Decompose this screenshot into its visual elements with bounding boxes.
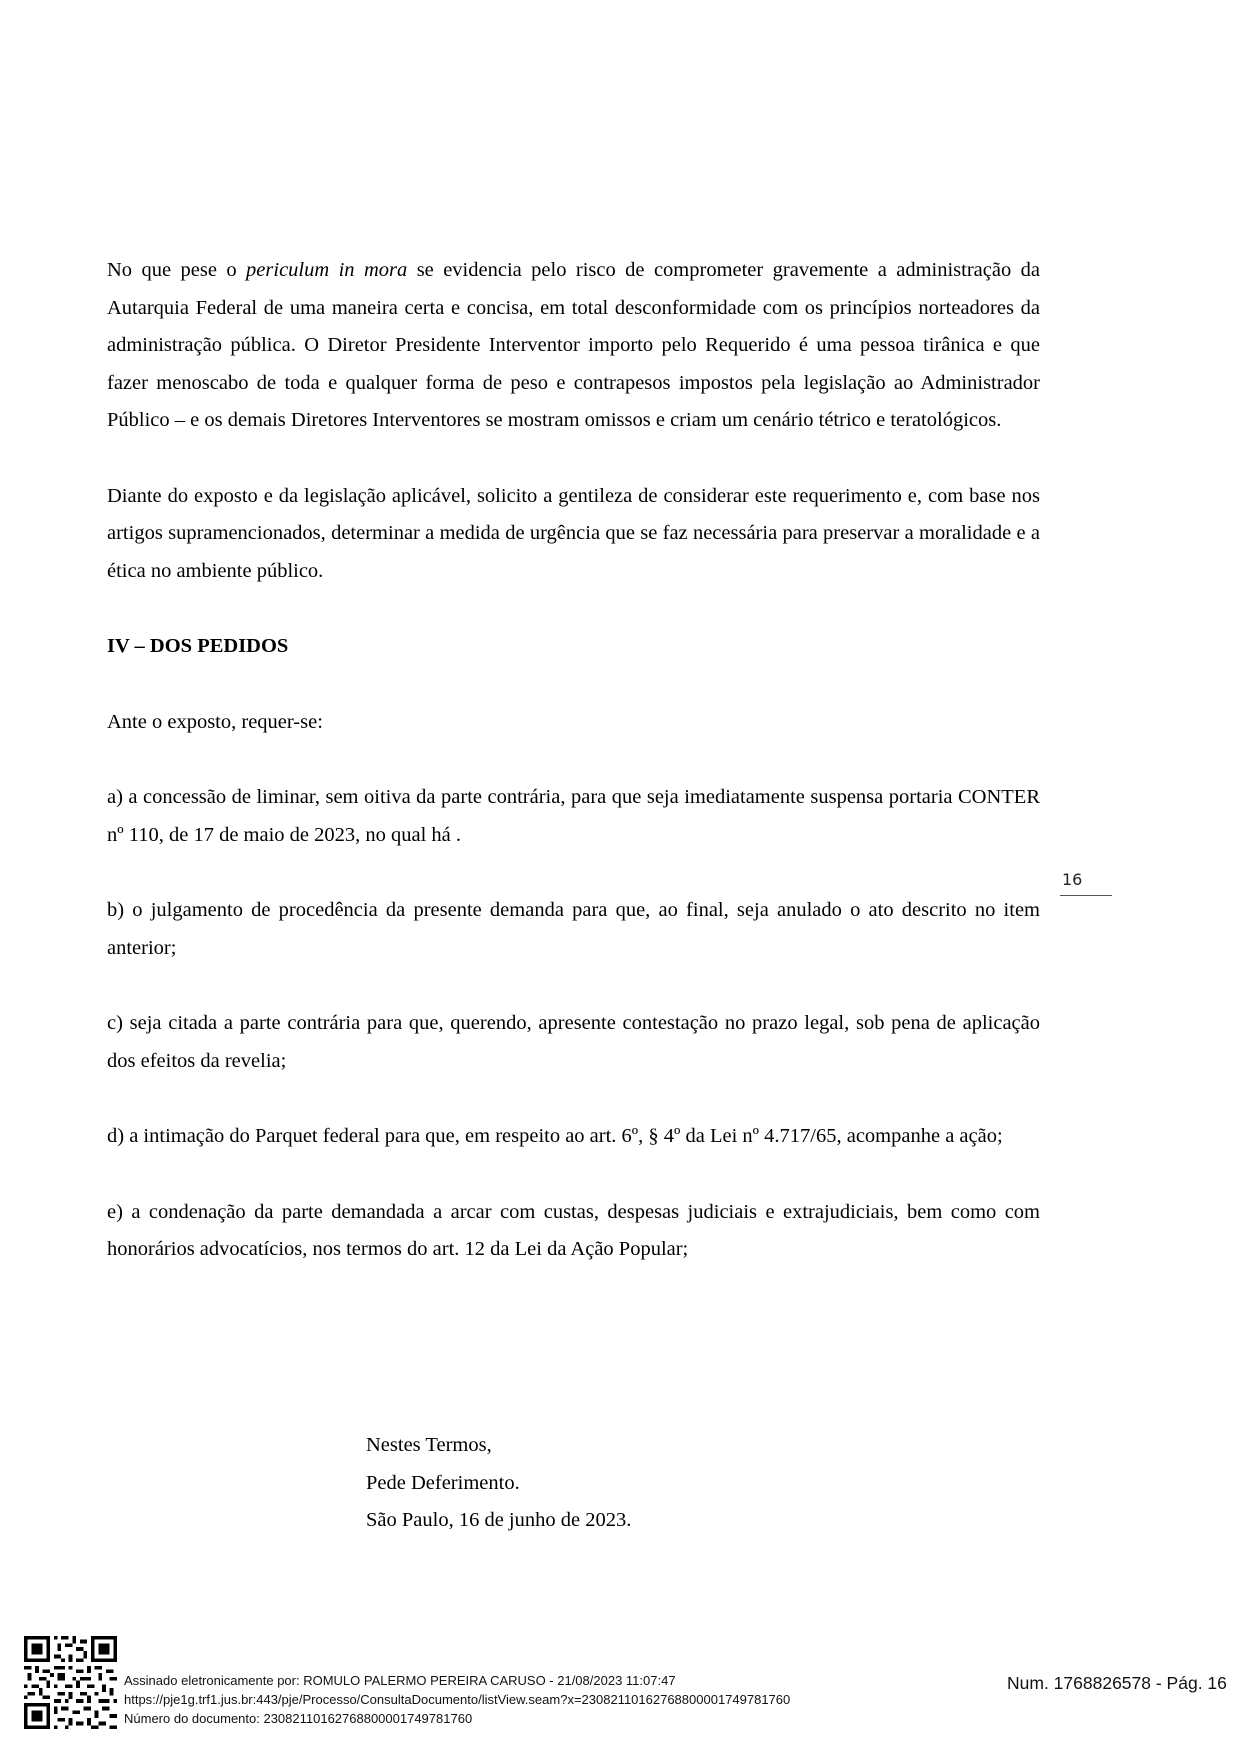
page-marker-rule [1060, 895, 1112, 896]
request-item-d: d) a intimação do Parquet federal para que, em respeito ao art. 6º, § 4º da Lei nº 4.717/65, acompanhe a ação; [107, 1125, 1003, 1147]
p1-italic: periculum in mora [246, 259, 408, 281]
paragraph-periculum [107, 252, 1040, 440]
signed-by-line: Assinado eletronicamente por: ROMULO PALERMO PEREIRA CARUSO - 21/08/2023 11:07:47 [124, 1673, 676, 1688]
closing-line-1: Nestes Termos, [366, 1434, 492, 1456]
document-number-line: Número do documento: 23082110162768800001749781760 [124, 1711, 473, 1726]
closing-block [366, 1427, 631, 1540]
document-url[interactable]: https://pje1g.trf1.jus.br:443/pje/Processo/ConsultaDocumento/listView.seam?x=23082110162768800001749781760 [124, 1692, 791, 1707]
section-heading: IV – DOS PEDIDOS [107, 635, 289, 657]
request-item-e: e) a condenação da parte demandada a arcar com custas, despesas judiciais e extrajudiciais, bem como com honorários advocatícios, nos termos do art. 12 da Lei da Ação Popular; [107, 1200, 1040, 1260]
closing-line-2: Pede Deferimento. [366, 1471, 520, 1494]
request-item-c: c) seja citada a parte contrária para que, querendo, apresente contestação no prazo legal, sob pena de aplicação dos efeitos da revelia; [107, 1012, 1040, 1072]
p1-before: No que pese o [107, 259, 247, 281]
requests-intro: Ante o exposto, requer-se: [107, 710, 323, 733]
qr-code-icon [24, 1636, 117, 1729]
paragraph-diante: Diante do exposto e da legislação aplicável, solicito a gentileza de considerar este requerimento e, com base nos artigos supramencionados, determinar a medida de urgência que se faz necessária para preservar a moralidade e a ética no ambiente público. [107, 484, 1040, 582]
document-body [107, 252, 1040, 1307]
closing-line-3: São Paulo, 16 de junho de 2023. [366, 1509, 632, 1531]
request-item-b: b) o julgamento de procedência da presente demanda para que, ao final, seja anulado o ato descrito no item anterior; [107, 899, 1040, 959]
request-item-a: a) a concessão de liminar, sem oitiva da parte contrária, para que seja imediatamente suspensa portaria CONTER nº 110, de 17 de maio de 2023, no qual há . [107, 786, 1040, 846]
num-page-label: Num. 1768826578 - Pág. 16 [1007, 1673, 1227, 1693]
page-marker-number: 16 [1062, 870, 1083, 889]
page-marker [1060, 870, 1112, 896]
p1-after: se evidencia pelo risco de comprometer gravemente a administração da Autarquia Federal de uma maneira certa e concisa, em total desconformidade com os princípios norteadores da administração pública. O Diretor Presidente Interventor importo pelo Requerido é uma pessoa tirânica e que fazer menoscabo de toda e qualquer forma de peso e contrapesos impostos pela legislação ao Administrador Público – e os demais Diretores Interventores se mostram omissos e criam um cenário tétrico e teratológicos. [107, 259, 1040, 431]
electronic-signature [124, 1671, 790, 1728]
